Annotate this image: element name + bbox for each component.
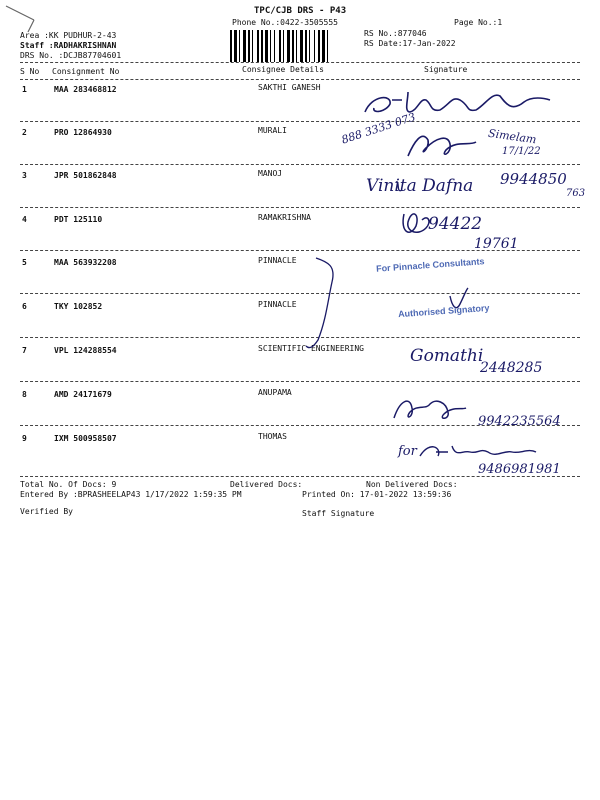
col-sno: S No: [20, 67, 40, 76]
row-consignment: MAA 563932208: [54, 258, 117, 267]
stamp-authorised-signatory: Authorised Signatory: [397, 302, 490, 320]
row-consignee: ANUPAMA: [258, 388, 292, 397]
row-consignment: VPL 124288554: [54, 346, 117, 355]
row-consignment: IXM 500958507: [54, 434, 117, 443]
row-sno: 5: [22, 258, 27, 267]
row-consignment: PRO 12864930: [54, 128, 112, 137]
printed-on: Printed On: 17-01-2022 13:59:36: [302, 490, 452, 499]
staff-field: Staff :RADHAKRISHNAN: [20, 41, 117, 50]
row-consignment: PDT 125110: [54, 215, 103, 224]
verified-by: Verified By: [20, 507, 73, 516]
row-consignment: TKY 102852: [54, 302, 103, 311]
row-consignee: SAKTHI GANESH: [258, 83, 321, 92]
row-consignee: MANOJ: [258, 169, 283, 178]
rs-number: RS No.:877046: [364, 29, 427, 38]
handwriting-row8-number: 9942235564: [478, 414, 561, 429]
delivered-docs: Delivered Docs:: [230, 480, 303, 489]
page-number: Page No.:1: [454, 18, 503, 27]
row-sno: 9: [22, 434, 27, 443]
handwriting-row2-name: Simelam: [487, 126, 538, 147]
row-consignment: MAA 283468812: [54, 85, 117, 94]
handwriting-row7-number: 2448285: [480, 360, 543, 376]
drs-number: DRS No. :DCJB87704601: [20, 51, 122, 60]
handwriting-row9-for: for: [398, 444, 417, 459]
row-sno: 3: [22, 171, 27, 180]
handwriting-row2-numbers: 888 3333 073: [339, 110, 418, 147]
row-consignee: MURALI: [258, 126, 287, 135]
row-consignee: RAMAKRISHNA: [258, 213, 311, 222]
row-sno: 1: [22, 85, 27, 94]
row-consignment: JPR 501862848: [54, 171, 117, 180]
row-sno: 2: [22, 128, 27, 137]
col-consignment: Consignment No: [52, 67, 120, 76]
row-sno: 8: [22, 390, 27, 399]
handwriting-row9-number: 9486981981: [478, 462, 561, 477]
phone-number: Phone No.:0422-3505555: [232, 18, 338, 27]
total-docs: Total No. Of Docs: 9: [20, 480, 117, 489]
row-consignee: PINNACLE: [258, 300, 297, 309]
handwriting-row3-phone-tail: 763: [566, 188, 586, 199]
entered-by: Entered By :BPRASHEELAP43 1/17/2022 1:59:35 PM: [20, 490, 242, 499]
handwriting-row7-name: Gomathi: [410, 346, 484, 366]
rs-date: RS Date:17-Jan-2022: [364, 39, 456, 48]
row-sno: 7: [22, 346, 27, 355]
row-consignee: SCIENTIFIC ENGINEERING: [258, 344, 364, 353]
staff-signature: Staff Signature: [302, 509, 375, 518]
non-delivered-docs: Non Delivered Docs:: [366, 480, 458, 489]
row-sno: 4: [22, 215, 27, 224]
stamp-pinnacle: For Pinnacle Consultants: [375, 256, 485, 274]
handwriting-row4-number1: 94422: [428, 214, 483, 234]
handwriting-row2-date: 17/1/22: [502, 146, 541, 157]
handwriting-row3-name: Vinita Dafna: [366, 176, 474, 196]
row-consignee: PINNACLE: [258, 256, 297, 265]
row-consignee: THOMAS: [258, 432, 287, 441]
area-field: Area :KK PUDHUR-2-43: [20, 31, 117, 40]
handwriting-row4-number2: 19761: [474, 236, 519, 252]
row-sno: 6: [22, 302, 27, 311]
col-signature: Signature: [424, 65, 468, 74]
col-consignee: Consignee Details: [242, 65, 324, 74]
row-consignment: AMD 24171679: [54, 390, 112, 399]
handwriting-row3-phone: 9944850: [500, 170, 567, 188]
document-title: TPC/CJB DRS - P43: [254, 6, 347, 16]
